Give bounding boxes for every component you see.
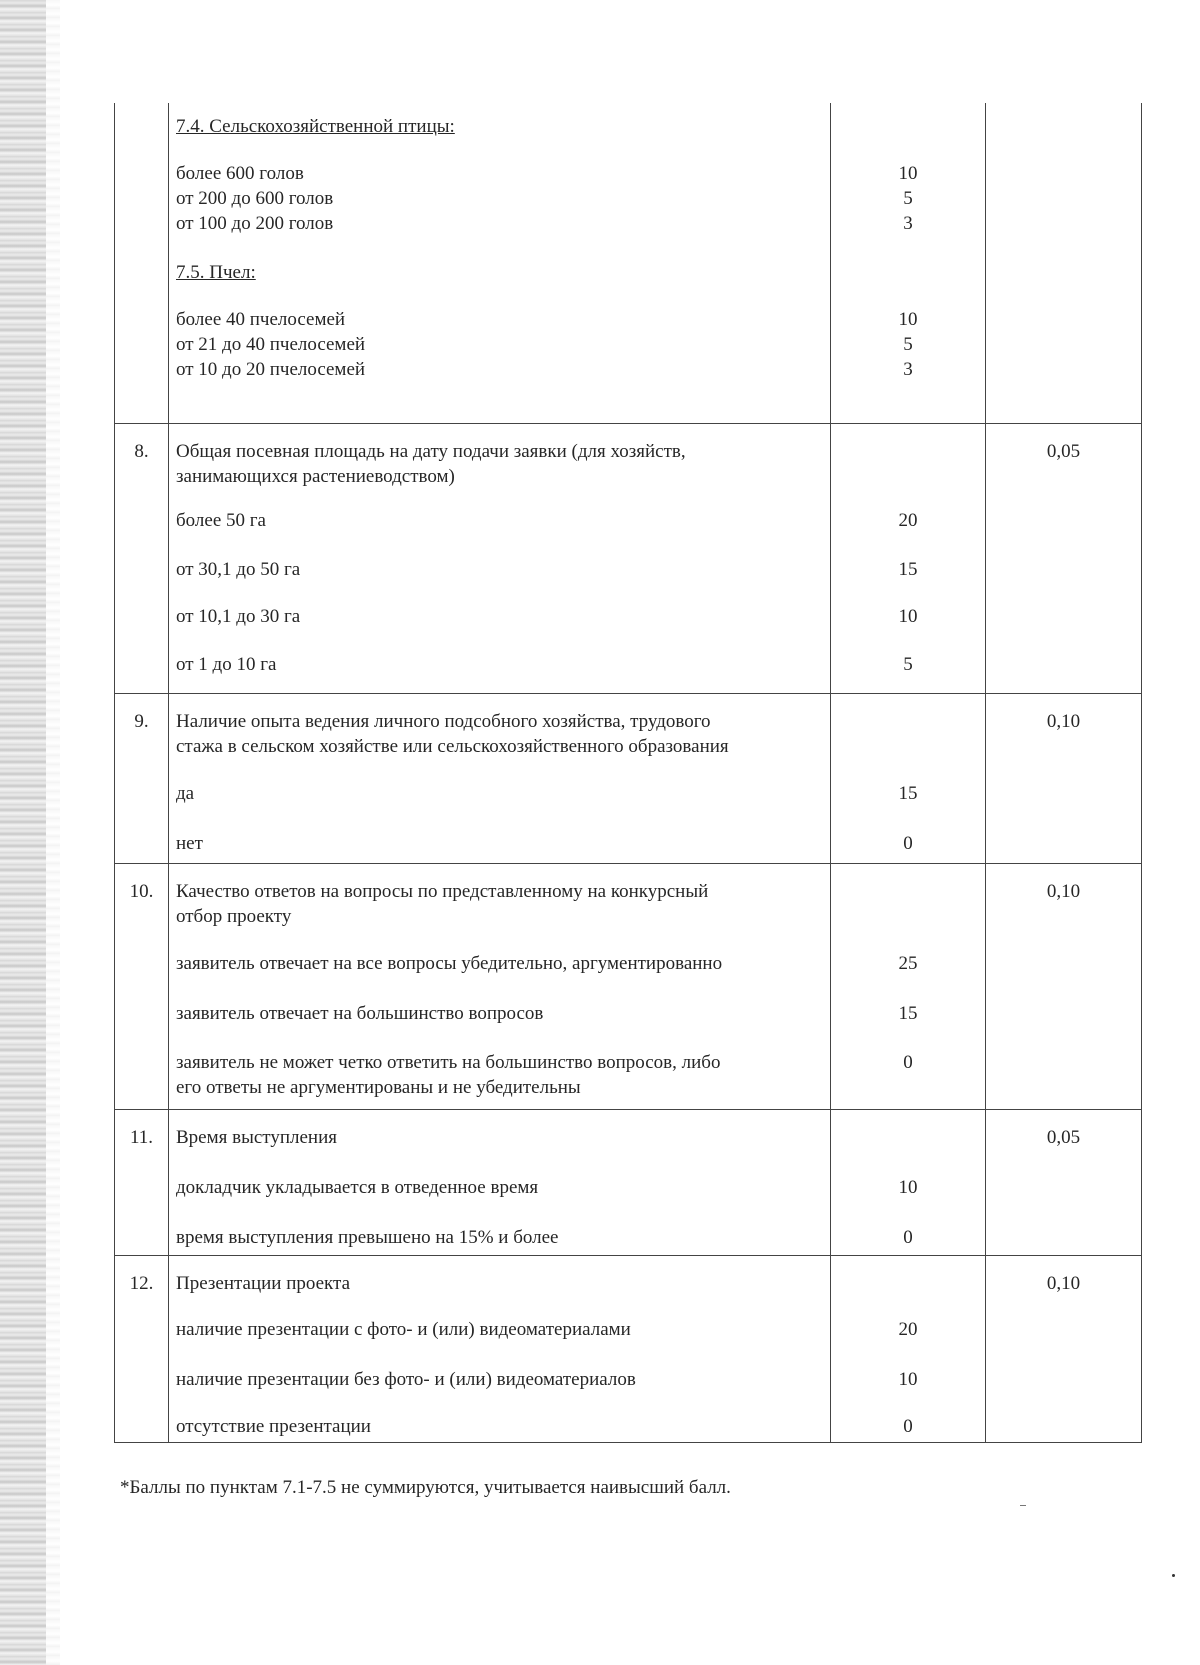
score-cell — [831, 423, 986, 693]
criterion-cell — [169, 423, 831, 693]
weight-cell — [986, 1255, 1142, 1442]
criterion-cell — [169, 1255, 831, 1442]
criterion-cell — [169, 1109, 831, 1255]
weight-cell — [986, 423, 1142, 693]
weight-value: 0,05 — [1046, 1126, 1081, 1148]
table-row-8 — [115, 423, 1142, 693]
option-label: от 1 до 10 га — [176, 653, 277, 675]
option-label: наличие презентации с фото- и (или) видеоматериалами — [176, 1318, 631, 1340]
weight-cell — [986, 1109, 1142, 1255]
score-value: 25 — [898, 952, 918, 974]
score-value: 10 — [898, 309, 918, 330]
row-number: 8. — [134, 440, 149, 462]
row-number: 9. — [134, 710, 149, 732]
option-label: нет — [176, 832, 203, 854]
score-value: 20 — [898, 1318, 918, 1340]
score-value: 3 — [903, 359, 913, 380]
row-number-cell — [115, 1255, 169, 1442]
criterion-title: Общая посевная площадь на дату подачи заявки (для хозяйств, — [176, 440, 686, 462]
scan-speck — [1172, 1574, 1175, 1577]
criterion-title: Презентации проекта — [176, 1272, 350, 1294]
table-row-9 — [115, 693, 1142, 863]
criterion-title: Время выступления — [176, 1126, 337, 1148]
row-number-cell — [115, 693, 169, 863]
row-number: 12. — [129, 1272, 154, 1294]
criteria-table — [114, 103, 1142, 1443]
scan-edge-shadow — [0, 0, 46, 1665]
option-label: заявитель отвечает на все вопросы убедительно, аргументированно — [176, 952, 723, 974]
criterion-cell — [169, 693, 831, 863]
table-row-7-continued — [115, 103, 1142, 423]
score-value: 5 — [903, 188, 913, 209]
option-label: заявитель отвечает на большинство вопросов — [176, 1002, 544, 1024]
row-number-cell — [115, 423, 169, 693]
weight-cell — [986, 693, 1142, 863]
option-label: более 40 пчелосемей — [176, 309, 346, 330]
row-number: 10. — [129, 880, 154, 902]
criterion-title: Наличие опыта ведения личного подсобного хозяйства, трудового — [176, 710, 711, 732]
score-value: 10 — [898, 1176, 918, 1198]
weight-value: 0,10 — [1046, 880, 1081, 902]
option-label: отсутствие презентации — [176, 1415, 371, 1437]
weight-cell — [986, 863, 1142, 1109]
score-cell — [831, 103, 986, 423]
score-value: 0 — [903, 1226, 913, 1248]
row-number: 11. — [129, 1126, 154, 1148]
criterion-title: Качество ответов на вопросы по представленному на конкурсный — [176, 880, 709, 902]
table-row-11 — [115, 1109, 1142, 1255]
option-label: наличие презентации без фото- и (или) видеоматериалов — [176, 1368, 636, 1390]
criterion-cell — [169, 103, 831, 423]
option-label: более 50 га — [176, 509, 266, 531]
score-value: 10 — [898, 1368, 918, 1390]
row-number-cell — [115, 1109, 169, 1255]
option-label: от 10 до 20 пчелосемей — [176, 359, 366, 380]
row-number-cell — [115, 103, 169, 423]
table-row-10 — [115, 863, 1142, 1109]
option-label: докладчик укладывается в отведенное время — [176, 1176, 539, 1198]
score-value: 15 — [898, 558, 918, 580]
option-label: да — [176, 782, 195, 804]
score-cell — [831, 863, 986, 1109]
score-value: 10 — [898, 605, 918, 627]
score-value: 10 — [898, 163, 918, 184]
weight-value: 0,05 — [1046, 440, 1081, 462]
scan-edge-shadow-inner — [46, 0, 60, 1665]
score-cell — [831, 693, 986, 863]
option-label: от 21 до 40 пчелосемей — [176, 334, 366, 355]
score-value: 0 — [903, 1415, 913, 1437]
score-value: 0 — [903, 832, 913, 854]
score-value: 15 — [898, 782, 918, 804]
score-value: 15 — [898, 1002, 918, 1024]
criterion-title: занимающихся растениеводством) — [176, 465, 455, 487]
option-label: время выступления превышено на 15% и более — [176, 1226, 559, 1248]
footnote: *Баллы по пунктам 7.1-7.5 не суммируются, учитывается наивысший балл. — [120, 1477, 731, 1498]
table-row-12 — [115, 1255, 1142, 1442]
option-label: от 30,1 до 50 га — [176, 558, 301, 580]
option-label: от 100 до 200 голов — [176, 213, 334, 234]
weight-value: 0,10 — [1046, 710, 1081, 732]
option-label: его ответы не аргументированы и не убедительны — [176, 1076, 581, 1098]
score-value: 20 — [898, 509, 918, 531]
score-value: 5 — [903, 334, 913, 355]
score-cell — [831, 1109, 986, 1255]
score-cell — [831, 1255, 986, 1442]
option-label: от 200 до 600 голов — [176, 188, 334, 209]
row-number-cell — [115, 863, 169, 1109]
score-value: 0 — [903, 1051, 913, 1073]
criterion-cell — [169, 863, 831, 1109]
subsection-heading: 7.5. Пчел: — [176, 262, 256, 283]
option-label: более 600 голов — [176, 163, 304, 184]
subsection-heading: 7.4. Сельскохозяйственной птицы: — [176, 116, 455, 137]
option-label: от 10,1 до 30 га — [176, 605, 301, 627]
weight-value: 0,10 — [1046, 1272, 1081, 1294]
score-value: 3 — [903, 213, 913, 234]
scan-speck — [1020, 1505, 1026, 1506]
weight-cell — [986, 103, 1142, 423]
option-label: заявитель не может четко ответить на большинство вопросов, либо — [176, 1051, 721, 1073]
score-value: 5 — [903, 653, 913, 675]
criterion-title: отбор проекту — [176, 905, 292, 927]
criterion-title: стажа в сельском хозяйстве или сельскохозяйственного образования — [176, 735, 729, 757]
